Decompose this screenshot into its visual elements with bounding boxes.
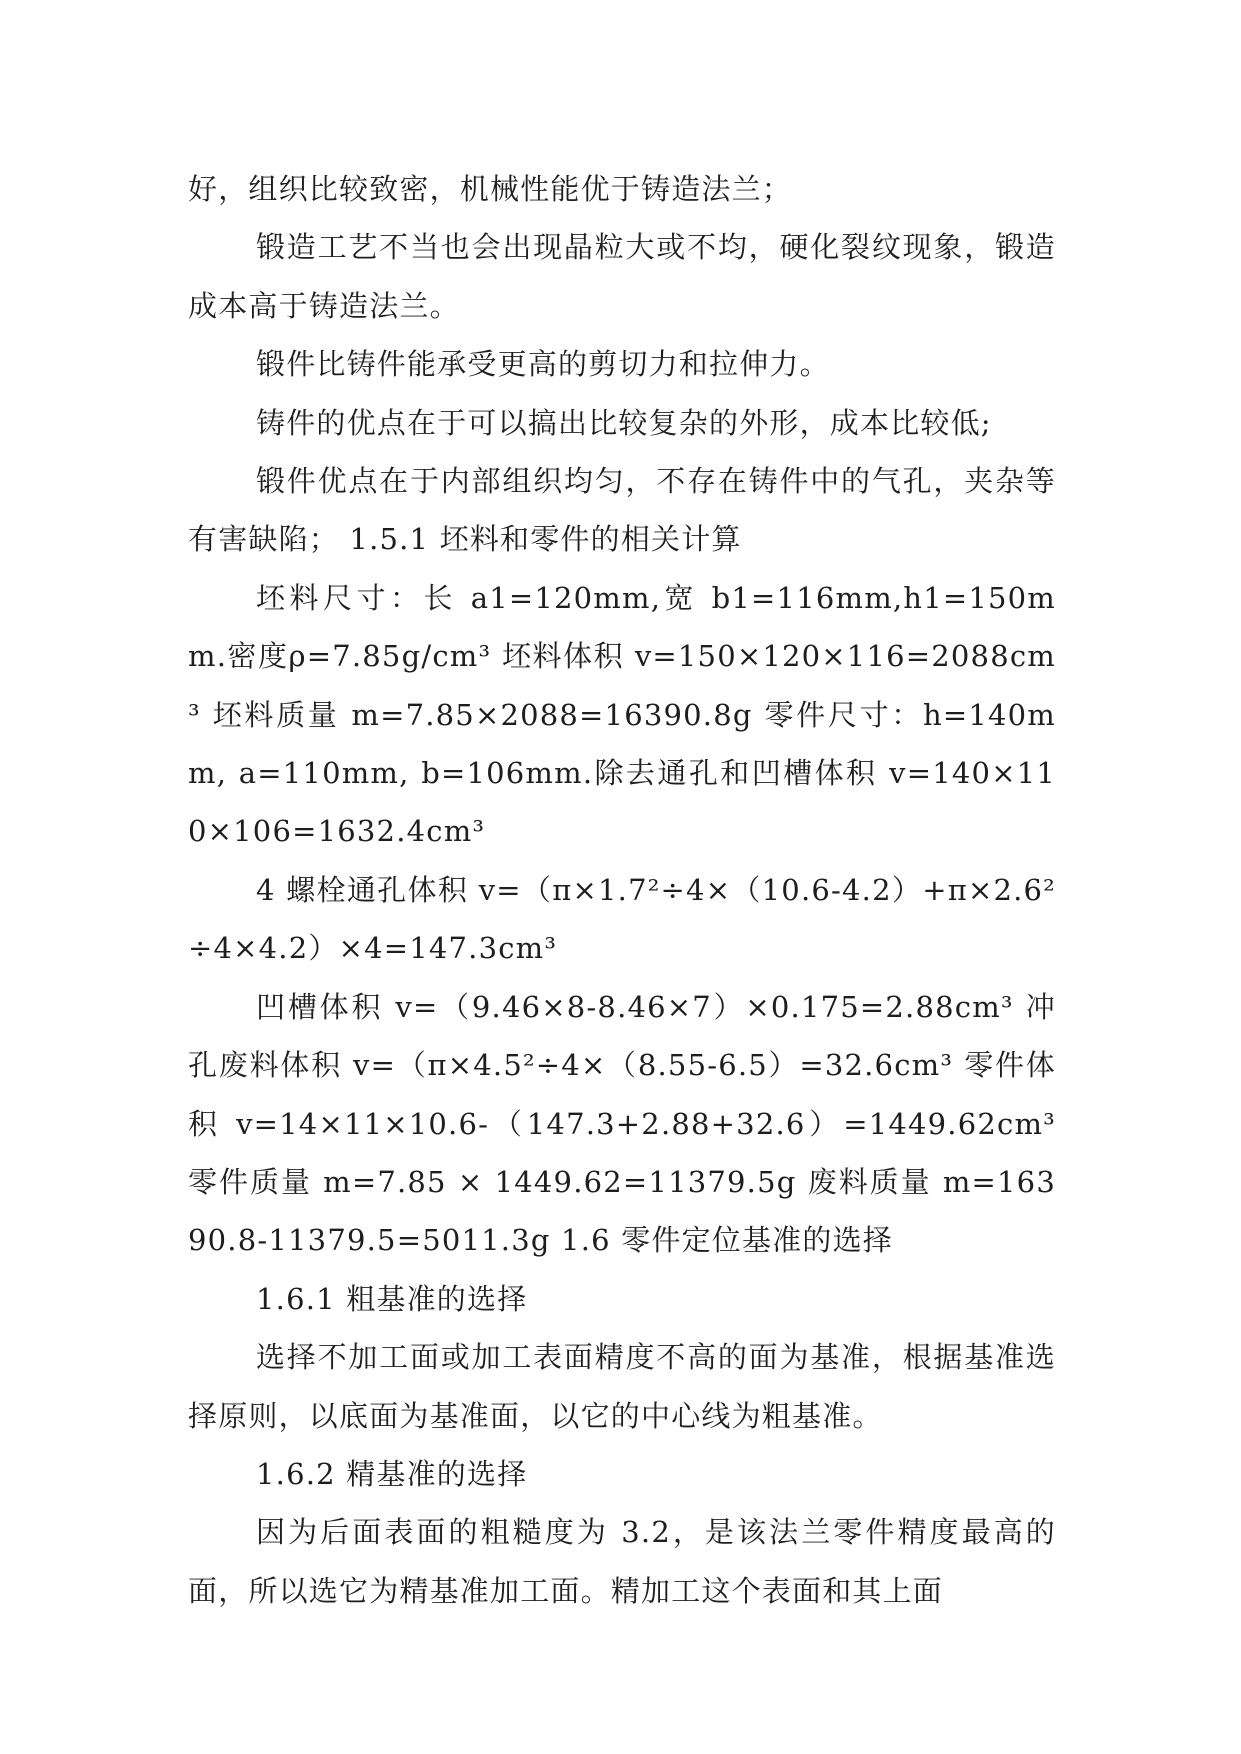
paragraph: 坯料尺寸：长 a1=120mm,宽 b1=116mm,h1=150mm.密度ρ=7.85g/cm³ 坯料体积 v=150×120×116=2088cm³ 坯料质量 m=7.85×2088=16390.8g 零件尺寸：h=140mm, a=110mm, b=106mm.除去通孔和凹槽体积 v=140×110×106=1632.4cm³ bbox=[188, 580, 1056, 849]
paragraph: 锻件优点在于内部组织均匀，不存在铸件中的气孔，夹杂等有害缺陷； 1.5.1 坯料和零件的相关计算 bbox=[188, 464, 1056, 557]
body-text bbox=[188, 160, 1056, 1620]
paragraph: 凹槽体积 v=（9.46×8-8.46×7）×0.175=2.88cm³ 冲孔废料体积 v=（π×4.5²÷4×（8.55-6.5）=32.6cm³ 零件体积 v=14×11×10.6-（147.3+2.88+32.6）=1449.62cm³ 零件质量 m=7.85 × 1449.62=11379.5g 废料质量 m=16390.8-11379.5=5011.3g 1.6 零件定位基准的选择 bbox=[188, 989, 1056, 1258]
section-heading: 1.6.2 精基准的选择 bbox=[256, 1456, 528, 1491]
paragraph: 4 螺栓通孔体积 v=（π×1.7²÷4×（10.6-4.2）+π×2.6²÷4×4.2）×4=147.3cm³ bbox=[188, 872, 1056, 966]
paragraph: 锻件比铸件能承受更高的剪切力和拉伸力。 bbox=[256, 347, 830, 382]
section-heading: 1.6.1 粗基准的选择 bbox=[256, 1281, 528, 1316]
paragraph: 选择不加工面或加工表面精度不高的面为基准，根据基准选择原则，以底面为基准面，以它的中心线为粗基准。 bbox=[188, 1340, 1056, 1433]
paragraph: 锻造工艺不当也会出现晶粒大或不均，硬化裂纹现象，锻造成本高于铸造法兰。 bbox=[188, 230, 1056, 323]
paragraph: 好，组织比较致密，机械性能优于铸造法兰； bbox=[188, 172, 793, 206]
paragraph: 因为后面表面的粗糙度为 3.2，是该法兰零件精度最高的面，所以选它为精基准加工面。精加工这个表面和其上面 bbox=[188, 1515, 1056, 1608]
paragraph: 铸件的优点在于可以搞出比较复杂的外形，成本比较低; bbox=[256, 405, 992, 440]
